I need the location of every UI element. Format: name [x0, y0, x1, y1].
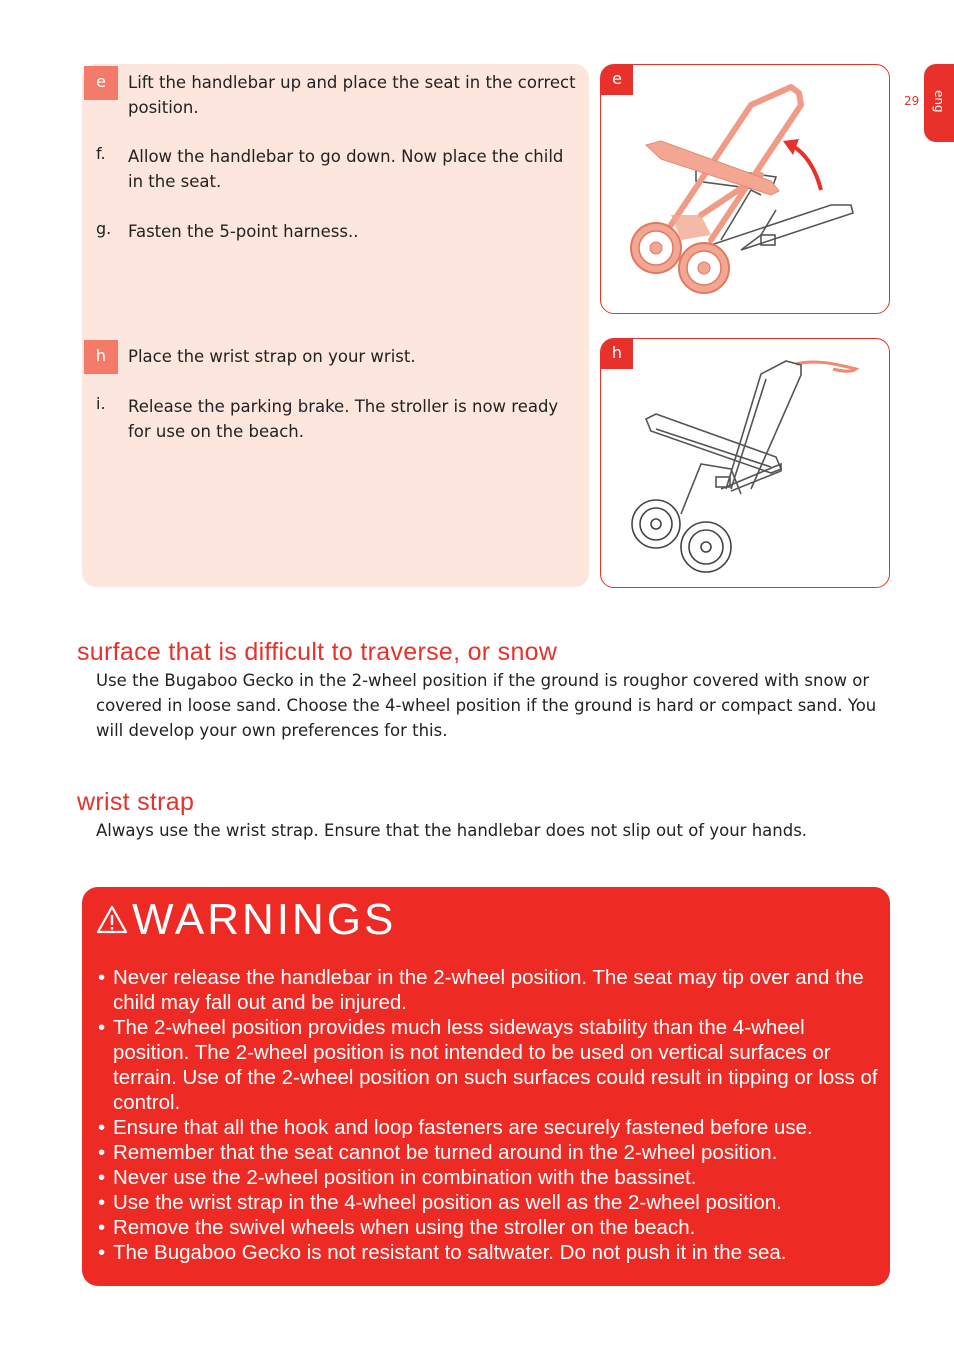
warning-item: • The 2-wheel position provides much less sideways stability than the 4-wheel position. The 2-wheel position is not intended to be used on vertical surfaces or terrain. Use of the 2-wheel position on such surfaces could result in tipping or loss of control. [98, 1015, 878, 1115]
figure-h [600, 338, 890, 588]
figure-tag-e: e [601, 65, 633, 95]
steps-panel [82, 64, 589, 587]
stroller-seat-raising-illustration [601, 65, 889, 313]
language-tab [924, 64, 954, 142]
step-tag-h: h [84, 340, 118, 374]
step-text-g: Fasten the 5-point harness.. [128, 222, 359, 241]
step-label-g: g. [96, 219, 112, 238]
step-tag-e: e [84, 66, 118, 100]
step-text-h: Place the wrist strap on your wrist. [128, 347, 416, 366]
page-number: 29 [904, 94, 920, 108]
warning-item: • Never release the handlebar in the 2-wheel position. The seat may tip over and the child may fall out and be injured. [98, 965, 878, 1015]
language-tab-label: eng [932, 90, 946, 113]
figure-tag-h: h [601, 339, 633, 369]
warning-item: • Remember that the seat cannot be turned around in the 2-wheel position. [98, 1140, 878, 1165]
warning-item: • Remove the swivel wheels when using the stroller on the beach. [98, 1215, 878, 1240]
step-label-f: f. [96, 144, 106, 163]
step-text-e: Lift the handlebar up and place the seat in the correct position. [128, 73, 576, 117]
figure-e [600, 64, 890, 314]
step-text-i: Release the parking brake. The stroller is now ready for use on the beach. [128, 397, 559, 441]
warnings-list [98, 965, 878, 1265]
section-body-wrist-strap: Always use the wrist strap. Ensure that the handlebar does not slip out of your hands. [96, 821, 808, 840]
warnings-title: WARNINGS [132, 895, 397, 944]
warning-item: • Use the wrist strap in the 4-wheel position as well as the 2-wheel position. [98, 1190, 878, 1215]
warning-triangle-icon [96, 905, 128, 935]
warnings-box [82, 887, 890, 1286]
stroller-wrist-strap-illustration [601, 339, 889, 587]
warning-item: • Ensure that all the hook and loop fasteners are securely fastened before use. [98, 1115, 878, 1140]
warning-item: • The Bugaboo Gecko is not resistant to saltwater. Do not push it in the sea. [98, 1240, 878, 1265]
section-title-wrist-strap: wrist strap [77, 788, 195, 816]
step-label-i: i. [96, 394, 106, 413]
section-title-difficult-surface: surface that is difficult to traverse, or snow [77, 638, 558, 666]
warnings-heading [96, 895, 396, 945]
section-body-difficult-surface: Use the Bugaboo Gecko in the 2-wheel position if the ground is roughor covered with snow or covered in loose sand. Choose the 4-wheel position if the ground is hard or compact sand. You will develop your own preferences for this. [96, 671, 877, 740]
warning-item: • Never use the 2-wheel position in combination with the bassinet. [98, 1165, 878, 1190]
step-text-f: Allow the handlebar to go down. Now place the child in the seat. [128, 147, 564, 191]
